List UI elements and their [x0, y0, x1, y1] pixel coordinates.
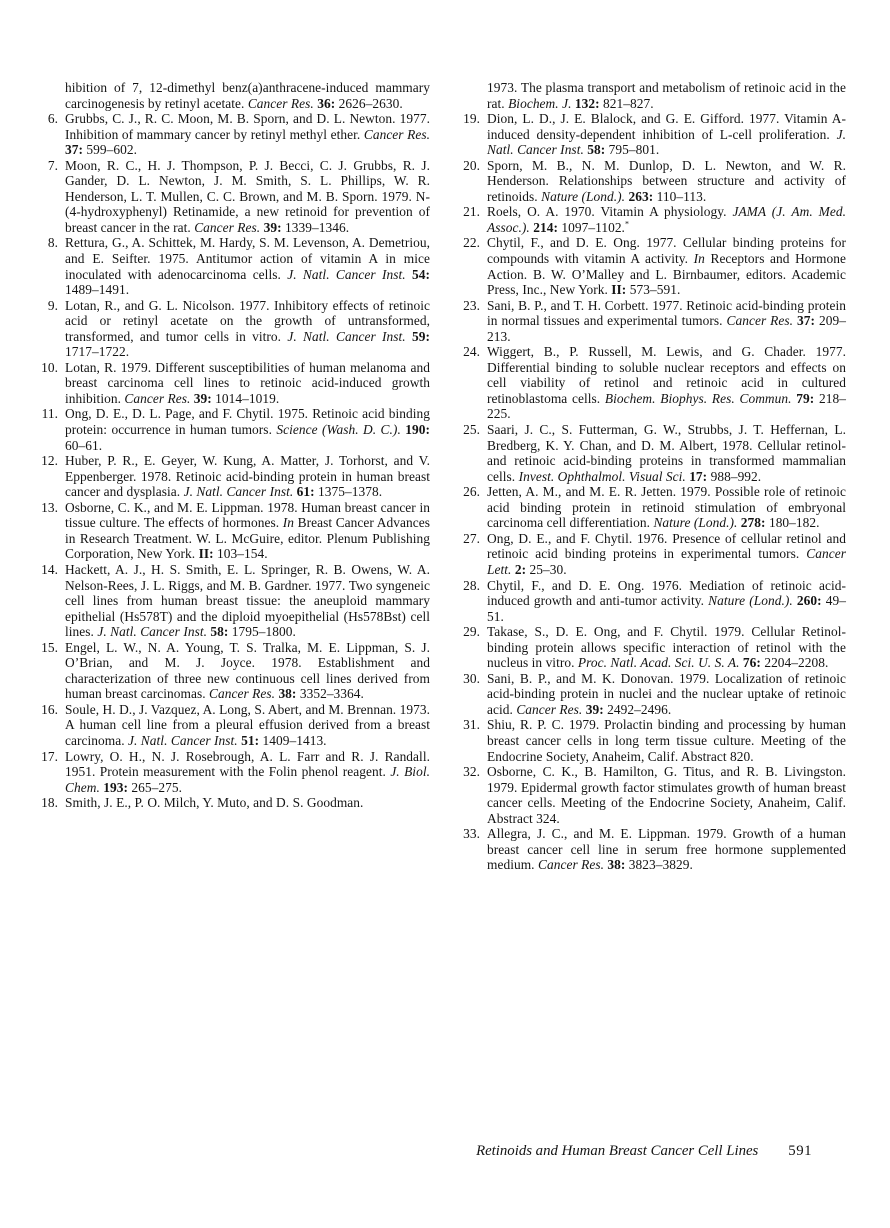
reference-number: 11. [41, 406, 58, 422]
reference-number: 24. [463, 344, 480, 360]
reference-number: 13. [41, 499, 58, 515]
reference-text: Roels, O. A. 1970. Vitamin A physiology. JAMA (J. Am. Med. Assoc.). 214: 1097–1102.* [487, 204, 846, 235]
reference-item [34, 795, 430, 811]
reference-item [34, 158, 430, 236]
reference-text: Huber, P. R., E. Geyer, W. Kung, A. Matter, J. Torhorst, and V. Eppenberger. 1978. Retinoic acid-binding protein in human breast cancer and dysplasia. J. Natl. Cancer Inst. 61: 1375–1378. [65, 453, 430, 500]
reference-text: Hackett, A. J., H. S. Smith, E. L. Springer, R. B. Owens, W. A. Nelson-Rees, J. L. Riggs, and M. B. Gardner. 1977. Two syngeneic cell lines from human breast tissue: the aneuploid mammary epithelial (Hs578T) and the diploid myoepithelial (Hs578Bst) cell lines. J. Natl. Cancer Inst. 58: 1795–1800. [65, 561, 430, 640]
reference-text: Rettura, G., A. Schittek, M. Hardy, S. M. Levenson, A. Demetriou, and E. Seifter. 1975. Antitumor action of vitamin A in mice inoculated with adenocarcinoma cells. J. Natl. Cancer Inst. 54: 1489–1491. [65, 235, 430, 298]
reference-item [34, 702, 430, 749]
reference-number: 7. [47, 157, 58, 173]
reference-item [456, 344, 846, 422]
reference-text: Lotan, R. 1979. Different susceptibilities of human melanoma and breast carcinoma cell lines to retinoic acid-induced growth inhibition. Cancer Res. 39: 1014–1019. [65, 359, 430, 406]
reference-number: 23. [463, 297, 480, 313]
reference-item [34, 749, 430, 796]
reference-text: Osborne, C. K., and M. E. Lippman. 1978. Human breast cancer in tissue culture. The effects of hormones. In Breast Cancer Advances in Research Treatment. W. L. McGuire, editor. Plenum Publishing Corporation, New York. II: 103–154. [65, 499, 430, 562]
reference-item [456, 671, 846, 718]
page-footer [0, 1143, 812, 1160]
reference-item [34, 235, 430, 297]
reference-text: Takase, S., D. E. Ong, and F. Chytil. 1979. Cellular Retinol-binding protein allows specific interaction of retinol with the nucleus in vitro. Proc. Natl. Acad. Sci. U. S. A. 76: 2204–2208. [487, 624, 846, 671]
reference-text: Soule, H. D., J. Vazquez, A. Long, S. Abert, and M. Brennan. 1973. A human cell line from a pleural effusion derived from a breast carcinoma. J. Natl. Cancer Inst. 51: 1409–1413. [65, 701, 430, 748]
reference-number: 15. [41, 639, 58, 655]
reference-item [456, 80, 846, 111]
reference-text: Lotan, R., and G. L. Nicolson. 1977. Inhibitory effects of retinoic acid or retinyl acetate on the growth of untransformed, transformed, and tumor cells in vitro. J. Natl. Cancer Inst. 59: 1717–1722. [65, 297, 430, 360]
reference-text: Chytil, F., and D. E. Ong. 1977. Cellular binding proteins for compounds with vitamin A activity. In Receptors and Hormone Action. B. W. O’Malley and L. Birnbaumer, editors. Academic Press, Inc., New York. II: 573–591. [487, 235, 846, 298]
reference-item [456, 484, 846, 531]
reference-item [456, 531, 846, 578]
reference-number: 12. [41, 453, 58, 469]
reference-item [456, 111, 846, 158]
reference-number: 10. [41, 359, 58, 375]
reference-number: 31. [463, 717, 480, 733]
reference-number: 30. [463, 670, 480, 686]
reference-text: Chytil, F., and D. E. Ong. 1976. Mediation of retinoic acid-induced growth and anti-tumor activity. Nature (Lond.). 260: 49–51. [487, 577, 846, 624]
reference-text: Shiu, R. P. C. 1979. Prolactin binding and processing by human breast cancer cells in long term tissue culture. Meeting of the Endocrine Society, Anaheim, Calif. Abstract 820. [487, 717, 846, 764]
reference-number: 27. [463, 530, 480, 546]
reference-text: hibition of 7, 12-dimethyl benz(a)anthracene-induced mammary carcinogenesis by retinyl acetate. Cancer Res. 36: 2626–2630. [65, 80, 430, 111]
reference-text: Dion, L. D., J. E. Blalock, and G. E. Gifford. 1977. Vitamin A-induced density-dependent inhibition of L-cell proliferation. J. Natl. Cancer Inst. 58: 795–801. [487, 111, 846, 158]
reference-text: Saari, J. C., S. Futterman, G. W., Strubbs, J. T. Heffernan, L. Bredberg, K. Y. Chan, and D. M. Albert, 1978. Cellular retinol- and retinoic acid-binding proteins in transformed mammalian cells. Invest. Ophthalmol. Visual Sci. 17: 988–992. [487, 422, 846, 484]
reference-item [34, 298, 430, 360]
reference-number: 29. [463, 624, 480, 640]
reference-item [34, 562, 430, 640]
reference-item [34, 360, 430, 407]
reference-number [456, 80, 487, 111]
reference-text: Lowry, O. H., N. J. Rosebrough, A. L. Farr and R. J. Randall. 1951. Protein measurement with the Folin phenol reagent. J. Biol. Chem. 193: 265–275. [65, 748, 430, 795]
reference-number [34, 80, 65, 111]
reference-item [456, 158, 846, 205]
reference-number: 32. [463, 764, 480, 780]
reference-item [456, 422, 846, 484]
ref-column-right [456, 80, 846, 873]
reference-number: 26. [463, 484, 480, 500]
reference-item [456, 624, 846, 671]
reference-text: Sani, B. P., and T. H. Corbett. 1977. Retinoic acid-binding protein in normal tissues and experimental tumors. Cancer Res. 37: 209–213. [487, 297, 846, 344]
reference-item [34, 406, 430, 453]
reference-text: Wiggert, B., P. Russell, M. Lewis, and G. Chader. 1977. Differential binding to soluble nuclear receptors and effects on cell viability of retinol and retinoic acid in cultured retinoblastoma cells. Biochem. Biophys. Res. Commun. 79: 218–225. [487, 344, 846, 422]
reference-item [456, 717, 846, 764]
reference-text: Engel, L. W., N. A. Young, T. S. Tralka, M. E. Lippman, S. J. O’Brian, and M. J. Joyce. 1978. Establishment and characterization of three new continuous cell lines derived from human breast carcinomas. Cancer Res. 38: 3352–3364. [65, 639, 430, 702]
reference-item [34, 500, 430, 562]
reference-item [34, 453, 430, 500]
reference-item [34, 640, 430, 702]
reference-number: 21. [463, 204, 480, 220]
reference-number: 25. [463, 422, 480, 438]
reference-number: 28. [463, 577, 480, 593]
reference-number: 20. [463, 157, 480, 173]
running-head: Retinoids and Human Breast Cancer Cell Lines [476, 1143, 759, 1159]
reference-item [456, 764, 846, 826]
reference-text: Osborne, C. K., B. Hamilton, G. Titus, and R. B. Livingston. 1979. Epidermal growth factor stimulates growth of human breast cancer cells. Meeting of the Endocrine Society, Anaheim, Calif. Abstract 324. [487, 764, 846, 826]
reference-item [456, 298, 846, 345]
reference-item [456, 204, 846, 235]
reference-number: 33. [463, 826, 480, 842]
reference-number: 19. [463, 111, 480, 127]
reference-item [456, 578, 846, 625]
reference-text: Sani, B. P., and M. K. Donovan. 1979. Localization of retinoic acid-binding protein in nuclei and the nuclear uptake of retinoic acid. Cancer Res. 39: 2492–2496. [487, 670, 846, 717]
reference-text: Ong, D. E., D. L. Page, and F. Chytil. 1975. Retinoic acid binding protein: occurrence in human tumors. Science (Wash. D. C.). 190: 60–61. [65, 406, 430, 453]
reference-number: 14. [41, 561, 58, 577]
reference-text: Moon, R. C., H. J. Thompson, P. J. Becci, C. J. Grubbs, R. J. Gander, D. L. Newton, J. M. Smith, S. L. Phillips, W. R. Henderson, L. T. Mullen, C. C. Brown, and M. B. Sporn. 1979. N-(4-hydroxyphenyl) Retinamide, a new retinoid for prevention of breast cancer in the rat. Cancer Res. 39: 1339–1346. [65, 157, 430, 235]
reference-text: Sporn, M. B., N. M. Dunlop, D. L. Newton, and W. R. Henderson. Relationships between structure and activity of retinoids. Nature (Lond.). 263: 110–113. [487, 157, 846, 204]
reference-text: Smith, J. E., P. O. Milch, Y. Muto, and D. S. Goodman. [65, 795, 364, 811]
reference-number: 8. [47, 235, 58, 251]
reference-number: 22. [463, 235, 480, 251]
ref-column-left [34, 80, 430, 811]
reference-number: 17. [41, 748, 58, 764]
page-number: 591 [788, 1143, 812, 1159]
reference-number: 16. [41, 701, 58, 717]
reference-text: Ong, D. E., and F. Chytil. 1976. Presence of cellular retinol and retinoic acid binding proteins in experimental tumors. Cancer Lett. 2: 25–30. [487, 530, 846, 577]
reference-item [34, 111, 430, 158]
reference-item [456, 235, 846, 297]
reference-number: 18. [41, 795, 58, 811]
reference-text: Allegra, J. C., and M. E. Lippman. 1979. Growth of a human breast cancer cell line in serum free hormone supplemented medium. Cancer Res. 38: 3823–3829. [487, 826, 846, 873]
reference-text: Jetten, A. M., and M. E. R. Jetten. 1979. Possible role of retinoic acid binding protein in retinoid stimulation of embryonal carcinoma cell differentiation. Nature (Lond.). 278: 180–182. [487, 484, 846, 531]
reference-text: 1973. The plasma transport and metabolism of retinoic acid in the rat. Biochem. J. 132: 821–827. [487, 80, 846, 111]
reference-item [456, 826, 846, 873]
reference-number: 9. [47, 297, 58, 313]
reference-text: Grubbs, C. J., R. C. Moon, M. B. Sporn, and D. L. Newton. 1977. Inhibition of mammary cancer by retinyl methyl ether. Cancer Res. 37: 599–602. [65, 111, 431, 158]
reference-item [34, 80, 430, 111]
reference-number: 6. [47, 111, 58, 127]
